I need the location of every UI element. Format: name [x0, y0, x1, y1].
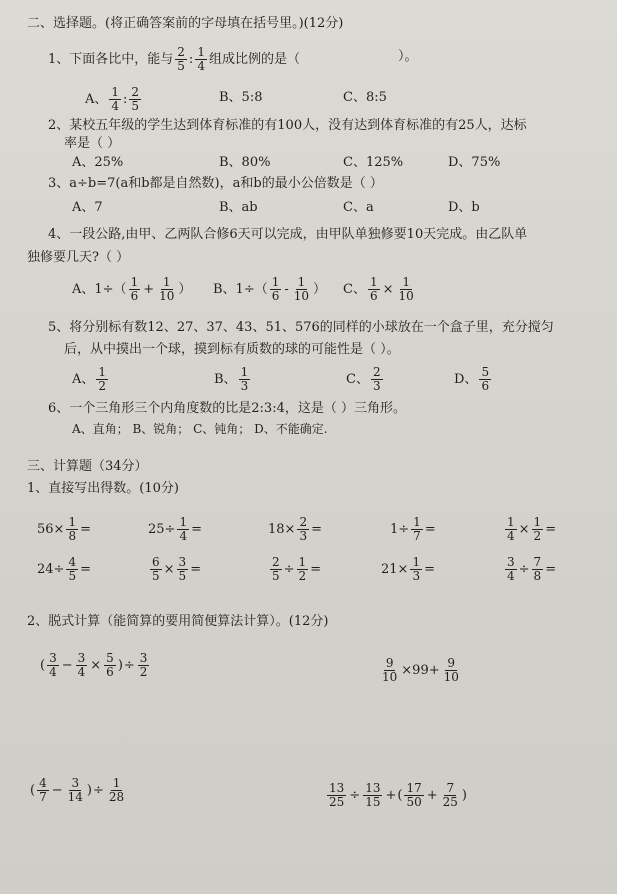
q4-option-b-frac1-num: 1: [271, 275, 280, 289]
q1-option-a-frac1: [109, 86, 121, 113]
calc1-r2c2-frac1: [150, 556, 162, 583]
q5-line1: 5、将分别标有数12、27、37、43、51、576的同样的小球放在一个盒子里，充分搅匀: [48, 320, 554, 335]
calc2-e3-num2: 3: [71, 776, 80, 790]
calc1-r1c3-den: 3: [299, 529, 308, 543]
calc1-r2c1-den: 5: [68, 569, 77, 583]
section2-title: 二、选择题。(将正确答案前的字母填在括号里。)(12分): [27, 16, 344, 31]
q4-option-a-post: ）: [178, 282, 192, 297]
calc2-e4-open: (: [397, 788, 403, 803]
q5-option-d-label: D、: [454, 372, 478, 387]
q4-line2: 独修要几天?（ ）: [27, 250, 130, 265]
calc1-r1c5: [503, 516, 556, 543]
calc1-r1c3: [268, 516, 322, 543]
calc1-r2c3-frac1: [270, 556, 282, 583]
calc2-e2-mid: ×99+: [401, 663, 440, 678]
calc2-e3-den2: 14: [67, 790, 83, 804]
calc1-r1c2-a: 25÷: [148, 522, 176, 537]
calc1-r2c3: [268, 556, 321, 583]
calc2-e4-op2: +: [385, 788, 397, 803]
q4-option-c-frac1-num: 1: [369, 275, 378, 289]
calc1-r1c5-eq: =: [545, 522, 557, 537]
calc1-r1c5-den1: 4: [507, 529, 515, 543]
q4-option-a-frac1-num: 1: [130, 275, 139, 289]
calc2-e1-num1: 3: [49, 651, 57, 665]
calc1-r1c5-den2: 2: [533, 529, 542, 543]
calc2-e4-frac2: [363, 782, 382, 809]
calc1-r1c4-frac: [411, 516, 423, 543]
q5-option-b: [214, 366, 252, 393]
calc1-r1c4-eq: =: [424, 522, 436, 537]
calc1-r2c3-eq: =: [310, 562, 322, 577]
q4-option-c-pre: C、: [343, 282, 366, 297]
calc2-e4-num1: 13: [329, 781, 345, 795]
q5-option-b-frac-den: 3: [240, 379, 249, 393]
q4-option-a-pre: A、1÷（: [72, 282, 127, 297]
calc2-e4-den3: 50: [406, 795, 422, 809]
calc1-r1c4: [390, 516, 436, 543]
calc1-r1c5-frac2: [532, 516, 544, 543]
q5-option-c: [346, 366, 385, 393]
q1-option-a-label: A、: [85, 92, 108, 107]
q3-stem: 3、a÷b=7(a和b都是自然数)，a和b的最小公倍数是（ ）: [48, 176, 383, 191]
q4-option-c: [343, 276, 418, 303]
calc2-e3-op2: ÷: [92, 783, 104, 798]
calc2-e2-frac1: [380, 657, 399, 684]
q1-colon: :: [188, 52, 194, 67]
calc2-e4-num3: 17: [406, 781, 422, 795]
q4-option-b-frac1-den: 6: [271, 289, 280, 303]
calc2-e1-op2: ×: [90, 658, 102, 673]
q3-option-d: D、b: [448, 200, 480, 215]
q4-option-c-frac2-num: 1: [402, 275, 410, 289]
calc1-r2c5-num2: 7: [533, 555, 542, 569]
calc2-expr3: [30, 777, 128, 804]
calc2-e3-close: ): [86, 783, 92, 798]
calc2-e3-den3: 28: [108, 790, 125, 804]
calc2-expr4: [325, 782, 467, 809]
calc1-r2c5-num1: 3: [507, 555, 515, 569]
calc1-r1c4-den: 7: [413, 529, 421, 543]
calc2-e1-close: ): [117, 658, 123, 673]
q2-line2: 率是（ ）: [64, 136, 121, 151]
q1-option-a-frac2-num: 2: [131, 85, 140, 99]
q1-option-a-frac2: [129, 86, 141, 113]
calc1-r2c5-eq: =: [545, 562, 557, 577]
q5-option-c-label: C、: [346, 372, 369, 387]
calc1-title: 1、直接写出得数。(10分): [27, 481, 179, 496]
calc2-e3-den1: 7: [39, 790, 47, 804]
calc2-e4-den4: 25: [442, 795, 458, 809]
q2-option-b: B、80%: [219, 155, 271, 170]
calc2-e4-den1: 25: [329, 795, 345, 809]
calc1-r2c3-frac2: [297, 556, 309, 583]
calc2-e1-num4: 3: [139, 651, 148, 665]
calc2-e2-num2: 9: [447, 656, 456, 670]
q5-option-c-frac: [371, 366, 383, 393]
calc2-e1-frac1: [47, 652, 59, 679]
calc1-r1c2-frac: [177, 516, 189, 543]
q4-option-c-op: ×: [382, 282, 394, 297]
calc1-r1c5-num2: 1: [533, 515, 542, 529]
calc2-e2-frac2: [442, 657, 461, 684]
q5-option-a: [72, 366, 110, 393]
calc1-r1c3-frac: [297, 516, 309, 543]
calc1-r2c2-eq: =: [190, 562, 202, 577]
calc2-e1-frac4: [138, 652, 150, 679]
q5-option-a-frac-num: 1: [98, 365, 107, 379]
calc1-r2c5: [503, 556, 556, 583]
calc2-e2-den2: 10: [443, 670, 459, 684]
calc1-r2c1-num: 4: [68, 555, 77, 569]
calc1-r1c1-a: 56×: [37, 522, 65, 537]
calc1-r1c1: [37, 516, 91, 543]
calc1-r1c1-frac: [66, 516, 78, 543]
calc2-e1-op1: −: [61, 658, 73, 673]
q1-option-a: [85, 86, 143, 113]
calc1-r2c5-frac1: [505, 556, 517, 583]
q6-stem: 6、一个三角形三个内角度数的比是2:3:4，这是（ ）三角形。: [48, 401, 406, 416]
calc1-r2c1-a: 24÷: [37, 562, 65, 577]
q4-option-b-frac1: [270, 276, 282, 303]
section3-title: 三、计算题（34分）: [27, 459, 148, 474]
calc2-e4-frac3: [404, 782, 423, 809]
calc1-r2c1-eq: =: [80, 562, 91, 577]
calc2-e3-num3: 1: [112, 776, 121, 790]
calc1-r1c4-a: 1÷: [390, 522, 410, 537]
calc2-e1-num2: 3: [77, 651, 86, 665]
q4-option-a-frac2-num: 1: [162, 275, 171, 289]
q4-option-a: [72, 276, 191, 303]
calc2-e3-frac2: [66, 777, 85, 804]
q5-line2: 后，从中摸出一个球，摸到标有质数的球的可能性是（ ）。: [64, 342, 400, 357]
calc2-e1-open: (: [40, 658, 46, 673]
q1-frac2-num: 1: [197, 45, 205, 59]
calc1-r2c1-frac: [66, 556, 78, 583]
q1-option-b: B、5:8: [219, 90, 263, 105]
calc1-r2c4-a: 21×: [381, 562, 409, 577]
q2-option-c: C、125%: [343, 155, 404, 170]
calc1-r2c5-frac2: [532, 556, 544, 583]
calc2-e3-frac1: [37, 777, 49, 804]
calc2-e3-frac3: [107, 777, 126, 804]
calc1-r2c5-op: ÷: [518, 562, 530, 577]
q4-option-c-frac2: [397, 276, 416, 303]
calc2-expr2: [378, 657, 463, 684]
calc2-e3-num1: 4: [39, 776, 47, 790]
q4-option-c-frac1: [368, 276, 380, 303]
q1-option-a-colon: :: [123, 92, 128, 107]
calc1-r1c2: [148, 516, 202, 543]
q4-option-b-frac2: [292, 276, 311, 303]
calc2-e4-frac1: [327, 782, 346, 809]
calc1-r2c3-den1: 5: [272, 569, 280, 583]
q4-line1: 4、一段公路,由甲、乙两队合修6天可以完成，由甲队单独修要10天完成。由乙队单: [48, 227, 528, 242]
calc1-r2c2-op: ×: [163, 562, 175, 577]
q4-option-a-frac1: [129, 276, 141, 303]
q4-option-a-op: +: [143, 282, 155, 297]
q2-option-d: D、75%: [448, 155, 501, 170]
calc1-r2c3-op: ÷: [283, 562, 295, 577]
q1-option-a-frac1-num: 1: [111, 85, 120, 99]
q1-option-c: C、8:5: [343, 90, 387, 105]
calc1-r2c4-num: 1: [412, 555, 421, 569]
q3-option-b: B、ab: [219, 200, 258, 215]
q5-option-a-frac: [96, 366, 108, 393]
calc1-r2c4-den: 3: [412, 569, 421, 583]
q3-option-a: A、7: [72, 200, 103, 215]
q1-stem-b: 组成比例的是（: [208, 52, 300, 67]
calc1-r2c4: [381, 556, 435, 583]
calc2-e1-den1: 4: [49, 665, 57, 679]
q1-frac2: [195, 46, 207, 73]
q1-stem-a: 1、下面各比中，能与: [48, 52, 174, 67]
calc2-e3-open: (: [30, 783, 36, 798]
q5-option-d-frac-den: 6: [481, 379, 490, 393]
q1-frac2-den: 4: [197, 59, 205, 73]
q1-stem: [48, 46, 300, 73]
calc2-e1-frac3: [104, 652, 116, 679]
q4-option-b-post: ）: [313, 282, 327, 297]
q1-option-a-frac2-den: 5: [131, 99, 140, 113]
calc1-r2c5-den2: 8: [533, 569, 542, 583]
calc1-r2c2-den1: 5: [152, 569, 160, 583]
calc1-r1c5-frac1: [505, 516, 517, 543]
calc1-r2c5-den1: 4: [507, 569, 515, 583]
q4-option-b-pre: B、1÷（: [213, 282, 268, 297]
q4-option-b-frac2-den: 10: [293, 289, 310, 303]
q4-option-b: [213, 276, 326, 303]
q5-option-b-frac: [239, 366, 251, 393]
calc2-e1-den2: 4: [77, 665, 86, 679]
calc1-r2c2: [148, 556, 201, 583]
q4-option-c-frac1-den: 6: [369, 289, 378, 303]
calc2-e3-op1: −: [51, 783, 63, 798]
q5-option-d: [454, 366, 493, 393]
q5-option-d-frac-num: 5: [481, 365, 490, 379]
calc1-r1c5-op: ×: [518, 522, 530, 537]
q1-frac1-num: 2: [177, 45, 185, 59]
calc1-r1c3-num: 2: [299, 515, 308, 529]
q3-option-c: C、a: [343, 200, 374, 215]
q1-frac1: [175, 46, 187, 73]
calc1-r1c2-eq: =: [191, 522, 202, 537]
calc1-r2c3-num1: 2: [272, 555, 280, 569]
calc1-r1c3-a: 18×: [268, 522, 296, 537]
calc1-r2c2-num1: 6: [152, 555, 160, 569]
q4-option-b-op: -: [284, 282, 289, 297]
q2-line1: 2、某校五年级的学生达到体育标准的有100人，没有达到体育标准的有25人，达标: [48, 118, 527, 133]
calc1-r2c1: [37, 556, 91, 583]
calc2-e4-den2: 15: [365, 795, 381, 809]
calc2-expr1: [40, 652, 151, 679]
q4-option-a-frac2: [157, 276, 176, 303]
calc1-r1c5-num1: 1: [507, 515, 515, 529]
calc2-e1-frac2: [76, 652, 88, 679]
calc1-r1c2-den: 4: [179, 529, 188, 543]
calc2-e4-close: ): [461, 788, 467, 803]
q5-option-a-label: A、: [72, 372, 95, 387]
q5-option-d-frac: [479, 366, 491, 393]
q5-option-c-frac-num: 2: [372, 365, 381, 379]
calc2-e4-num4: 7: [446, 781, 455, 795]
q5-option-a-frac-den: 2: [98, 379, 107, 393]
q4-option-c-frac2-den: 10: [398, 289, 414, 303]
q5-option-c-frac-den: 3: [372, 379, 381, 393]
calc1-r1c1-num: 1: [68, 515, 77, 529]
calc1-r2c4-eq: =: [424, 562, 435, 577]
calc1-r1c4-num: 1: [413, 515, 421, 529]
q6-options: A、直角； B、锐角； C、钝角； D、不能确定.: [72, 422, 328, 436]
calc1-r2c2-frac2: [177, 556, 189, 583]
q4-option-a-frac2-den: 10: [159, 289, 175, 303]
calc2-e1-op3: ÷: [123, 658, 135, 673]
calc1-r1c2-num: 1: [179, 515, 188, 529]
q4-option-b-frac2-num: 1: [297, 275, 306, 289]
calc1-r2c2-den2: 5: [178, 569, 187, 583]
q5-option-b-frac-num: 1: [240, 365, 249, 379]
calc1-r2c3-den2: 2: [298, 569, 307, 583]
calc2-e4-op1: ÷: [349, 788, 361, 803]
calc2-title: 2、脱式计算（能简算的要用简便算法计算）。(12分): [27, 614, 329, 629]
q2-option-a: A、25%: [72, 155, 124, 170]
calc1-r1c3-eq: =: [311, 522, 322, 537]
calc1-r2c4-frac: [410, 556, 422, 583]
calc2-e4-num2: 13: [365, 781, 381, 795]
calc2-e2-num1: 9: [385, 656, 394, 670]
calc2-e1-den3: 6: [106, 665, 114, 679]
q1-stem-c: ）。: [398, 49, 418, 64]
calc2-e2-den1: 10: [382, 670, 398, 684]
calc1-r1c1-eq: =: [80, 522, 91, 537]
q5-option-b-label: B、: [214, 372, 237, 387]
calc2-e4-frac4: [441, 782, 460, 809]
q1-option-a-frac1-den: 4: [111, 99, 120, 113]
calc1-r2c3-num2: 1: [298, 555, 307, 569]
q1-frac1-den: 5: [177, 59, 185, 73]
q4-option-a-frac1-den: 6: [130, 289, 139, 303]
calc1-r1c1-den: 8: [68, 529, 77, 543]
calc2-e4-op3: +: [426, 788, 438, 803]
calc2-e1-num3: 5: [106, 651, 114, 665]
calc2-e1-den4: 2: [139, 665, 148, 679]
calc1-r2c2-num2: 3: [178, 555, 187, 569]
